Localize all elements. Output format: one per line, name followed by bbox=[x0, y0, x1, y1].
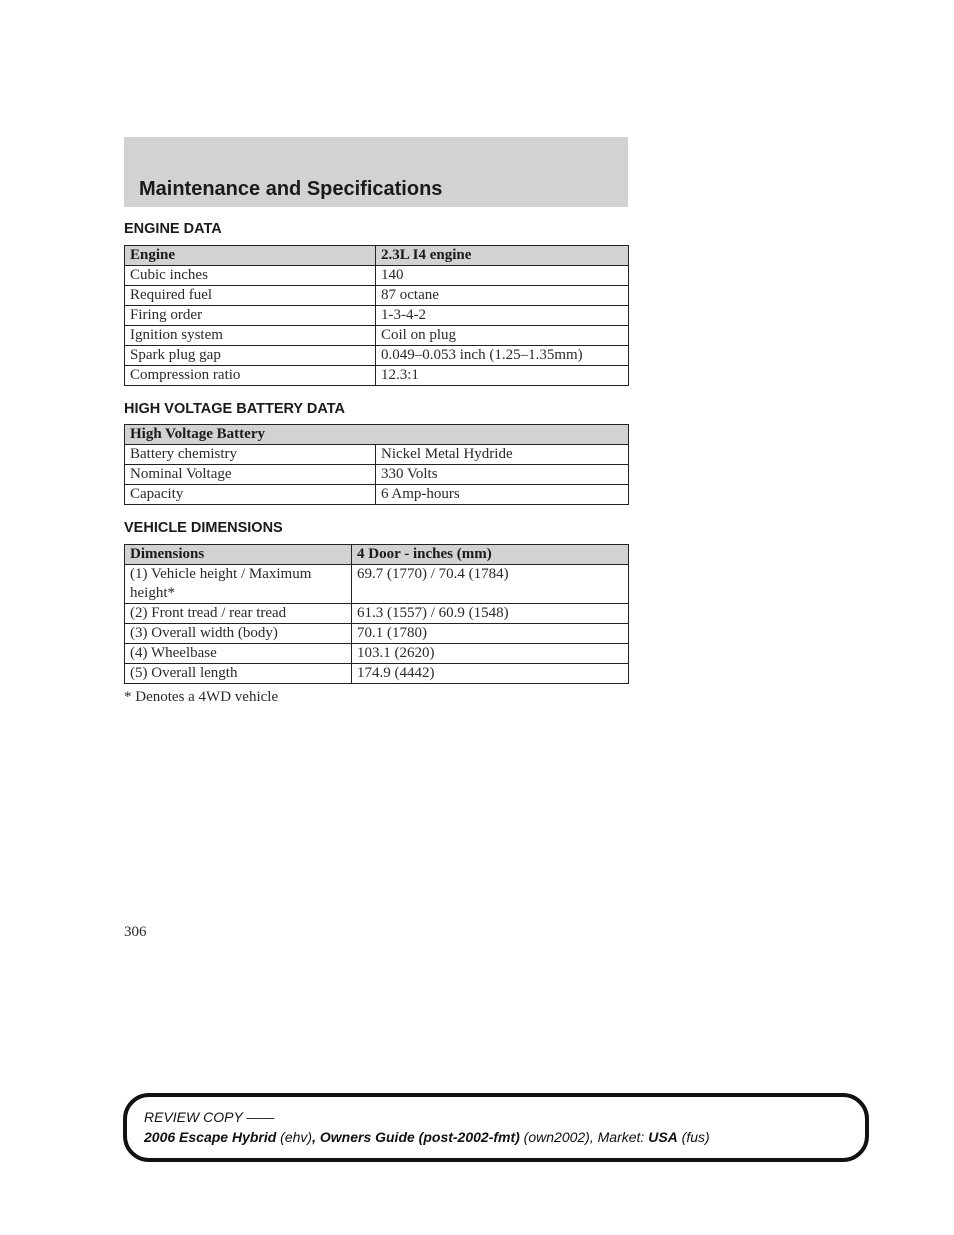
table-cell: 6 Amp-hours bbox=[376, 485, 629, 505]
table-cell: 140 bbox=[376, 266, 629, 286]
table-cell: Firing order bbox=[125, 306, 376, 326]
table-cell: (3) Overall width (body) bbox=[125, 624, 352, 644]
table-cell: 0.049–0.053 inch (1.25–1.35mm) bbox=[376, 346, 629, 366]
engine-data-heading: ENGINE DATA bbox=[124, 221, 222, 237]
table-row bbox=[125, 604, 629, 624]
table-header-cell: 4 Door - inches (mm) bbox=[352, 545, 629, 565]
separator: , bbox=[312, 1129, 320, 1145]
review-copy-box bbox=[123, 1093, 869, 1162]
table-row bbox=[125, 664, 629, 684]
model-name: 2006 Escape Hybrid bbox=[144, 1129, 277, 1145]
table-cell: Coil on plug bbox=[376, 326, 629, 346]
review-copy-label: REVIEW COPY —— bbox=[144, 1109, 275, 1125]
review-copy-details bbox=[144, 1129, 710, 1145]
battery-data-table bbox=[124, 424, 629, 505]
table-cell: 174.9 (4442) bbox=[352, 664, 629, 684]
table-header-cell: High Voltage Battery bbox=[125, 425, 629, 445]
table-row bbox=[125, 644, 629, 664]
market-label: , Market: bbox=[589, 1129, 649, 1145]
table-cell: Cubic inches bbox=[125, 266, 376, 286]
table-cell: Required fuel bbox=[125, 286, 376, 306]
table-row bbox=[125, 306, 629, 326]
table-row bbox=[125, 624, 629, 644]
model-code: (ehv) bbox=[276, 1129, 313, 1145]
table-row bbox=[125, 465, 629, 485]
table-cell: Capacity bbox=[125, 485, 376, 505]
table-cell: 12.3:1 bbox=[376, 366, 629, 386]
table-cell: 1-3-4-2 bbox=[376, 306, 629, 326]
table-cell: Spark plug gap bbox=[125, 346, 376, 366]
table-row bbox=[125, 346, 629, 366]
page-title: Maintenance and Specifications bbox=[139, 178, 443, 200]
table-header-row bbox=[125, 246, 629, 266]
guide-name: Owners Guide (post-2002-fmt) bbox=[319, 1129, 520, 1145]
table-cell: Battery chemistry bbox=[125, 445, 376, 465]
table-cell: 61.3 (1557) / 60.9 (1548) bbox=[352, 604, 629, 624]
table-cell: (1) Vehicle height / Maximum height* bbox=[125, 565, 352, 604]
section-header-band bbox=[124, 137, 628, 207]
table-cell: 330 Volts bbox=[376, 465, 629, 485]
guide-code: (own2002) bbox=[519, 1129, 590, 1145]
table-cell: (2) Front tread / rear tread bbox=[125, 604, 352, 624]
table-cell: Ignition system bbox=[125, 326, 376, 346]
table-header-cell: Engine bbox=[125, 246, 376, 266]
vehicle-dimensions-table bbox=[124, 544, 629, 684]
table-header-cell: 2.3L I4 engine bbox=[376, 246, 629, 266]
table-cell: Compression ratio bbox=[125, 366, 376, 386]
table-cell: (5) Overall length bbox=[125, 664, 352, 684]
table-row bbox=[125, 485, 629, 505]
engine-data-table bbox=[124, 245, 629, 386]
table-row bbox=[125, 565, 629, 604]
footnote: * Denotes a 4WD vehicle bbox=[124, 689, 279, 705]
table-cell: Nominal Voltage bbox=[125, 465, 376, 485]
table-row bbox=[125, 326, 629, 346]
vehicle-dimensions-heading: VEHICLE DIMENSIONS bbox=[124, 520, 283, 536]
table-cell: (4) Wheelbase bbox=[125, 644, 352, 664]
table-row bbox=[125, 266, 629, 286]
table-cell: Nickel Metal Hydride bbox=[376, 445, 629, 465]
page-number: 306 bbox=[124, 924, 147, 940]
table-header-row bbox=[125, 545, 629, 565]
table-header-cell: Dimensions bbox=[125, 545, 352, 565]
battery-data-heading: HIGH VOLTAGE BATTERY DATA bbox=[124, 401, 345, 417]
table-cell: 70.1 (1780) bbox=[352, 624, 629, 644]
table-row bbox=[125, 286, 629, 306]
market-name: USA bbox=[648, 1129, 678, 1145]
table-header-row bbox=[125, 425, 629, 445]
table-row bbox=[125, 366, 629, 386]
table-row bbox=[125, 445, 629, 465]
market-code: (fus) bbox=[677, 1129, 710, 1145]
table-cell: 69.7 (1770) / 70.4 (1784) bbox=[352, 565, 629, 604]
table-cell: 103.1 (2620) bbox=[352, 644, 629, 664]
table-cell: 87 octane bbox=[376, 286, 629, 306]
